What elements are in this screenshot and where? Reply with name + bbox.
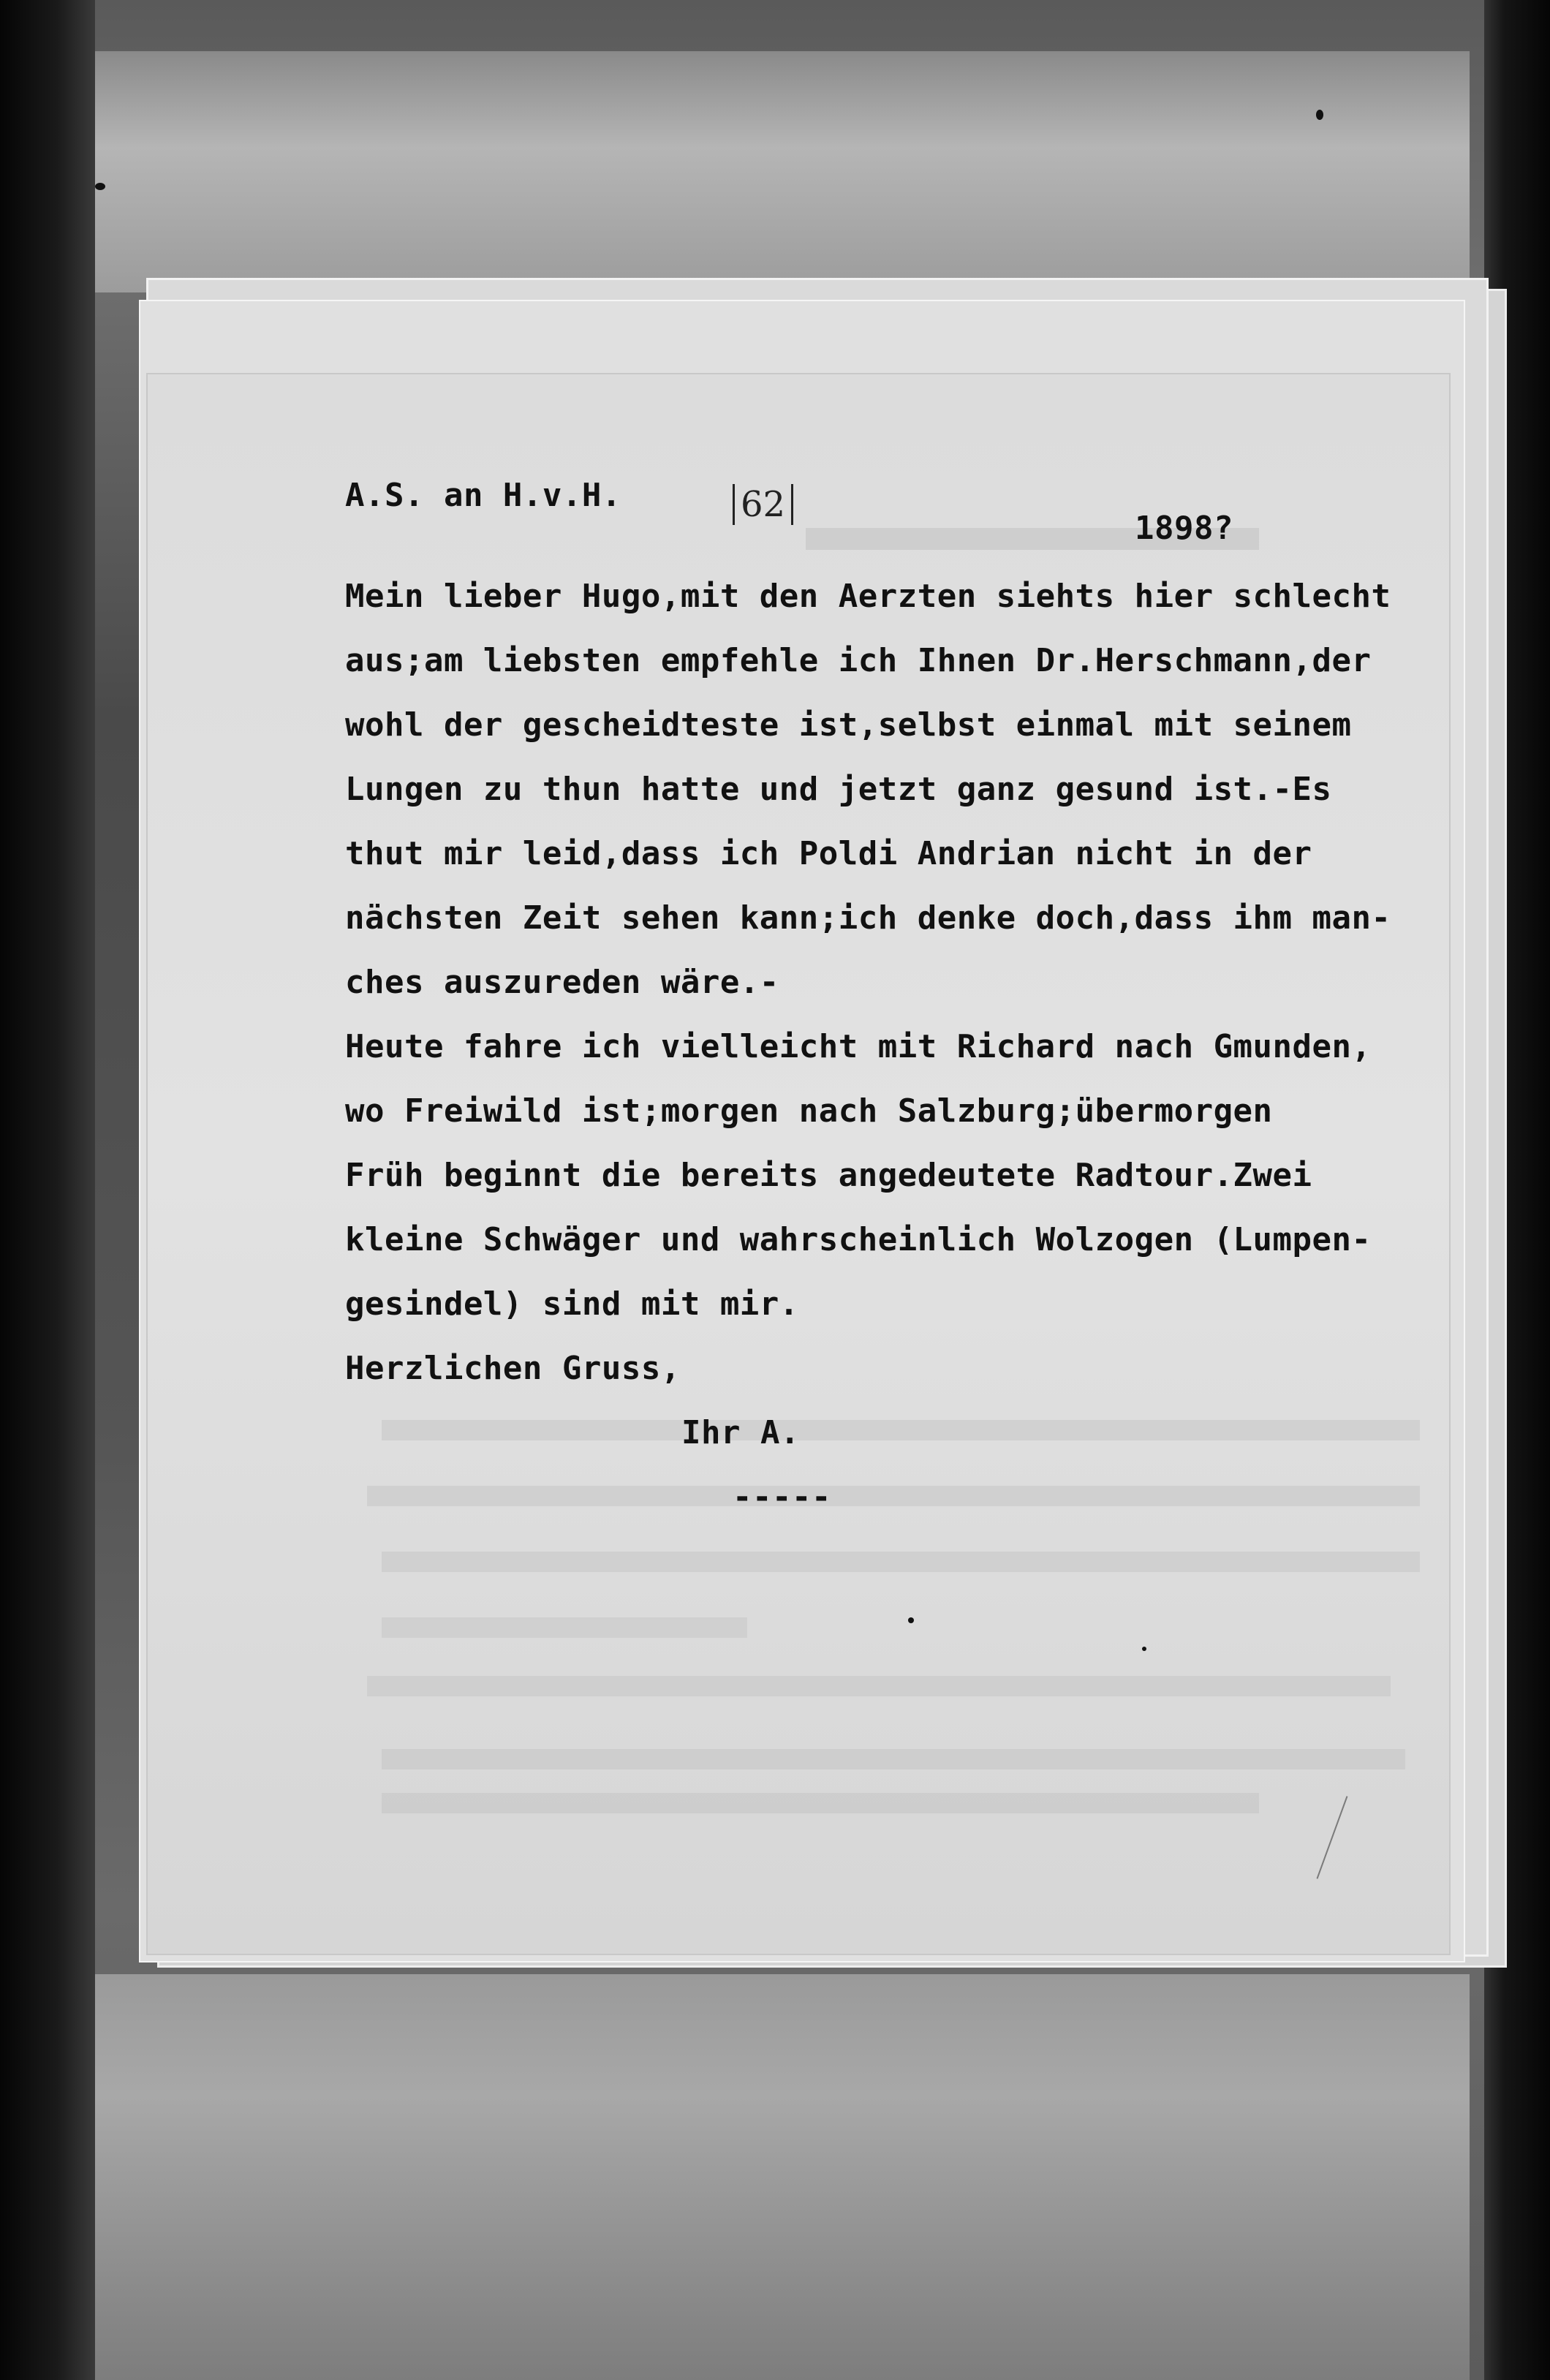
body-line: kleine Schwäger und wahrscheinlich Wolzogen (Lumpen- <box>345 1221 1372 1258</box>
background-paper-bottom <box>80 1974 1470 2380</box>
show-through <box>382 1793 1259 1813</box>
show-through <box>382 1552 1420 1572</box>
ink-speck <box>95 183 105 190</box>
body-line: aus;am liebsten empfehle ich Ihnen Dr.Herschmann,der <box>345 642 1372 679</box>
show-through <box>382 1420 1420 1440</box>
closing-rule: ----- <box>733 1478 831 1516</box>
body-line: Lungen zu thun hatte und jetzt ganz gesund ist.-Es <box>345 771 1332 808</box>
body-line: ches auszureden wäre.- <box>345 964 779 1001</box>
body-line: wo Freiwild ist;morgen nach Salzburg;übermorgen <box>345 1092 1273 1130</box>
ink-speck <box>1316 110 1323 120</box>
ink-speck <box>1142 1647 1146 1651</box>
body-line: thut mir leid,dass ich Poldi Andrian nicht in der <box>345 835 1312 872</box>
body-line: nächsten Zeit sehen kann;ich denke doch,dass ihm man- <box>345 899 1391 937</box>
scan-edge-left <box>0 0 95 2380</box>
show-through <box>367 1486 1420 1506</box>
body-line: Heute fahre ich vielleicht mit Richard nach Gmunden, <box>345 1028 1372 1065</box>
background-paper-top <box>80 51 1470 292</box>
letter-sheet <box>146 373 1451 1955</box>
letter-heading: A.S. an H.v.H. <box>345 477 621 514</box>
body-line: gesindel) sind mit mir. <box>345 1285 799 1323</box>
body-line: Mein lieber Hugo,mit den Aerzten siehts hier schlecht <box>345 578 1391 615</box>
ink-speck <box>908 1617 914 1623</box>
letter-signature: Ihr A. <box>681 1414 800 1451</box>
show-through <box>367 1676 1391 1696</box>
letter-date: 1898? <box>1135 510 1233 547</box>
folio-number: 62 <box>733 484 793 525</box>
body-line: wohl der gescheidteste ist,selbst einmal mit seinem <box>345 706 1352 744</box>
scratch-mark <box>1317 1796 1348 1878</box>
show-through <box>382 1617 747 1638</box>
show-through <box>382 1749 1405 1769</box>
body-line: Herzlichen Gruss, <box>345 1350 681 1387</box>
body-line: Früh beginnt die bereits angedeutete Radtour.Zwei <box>345 1157 1312 1194</box>
